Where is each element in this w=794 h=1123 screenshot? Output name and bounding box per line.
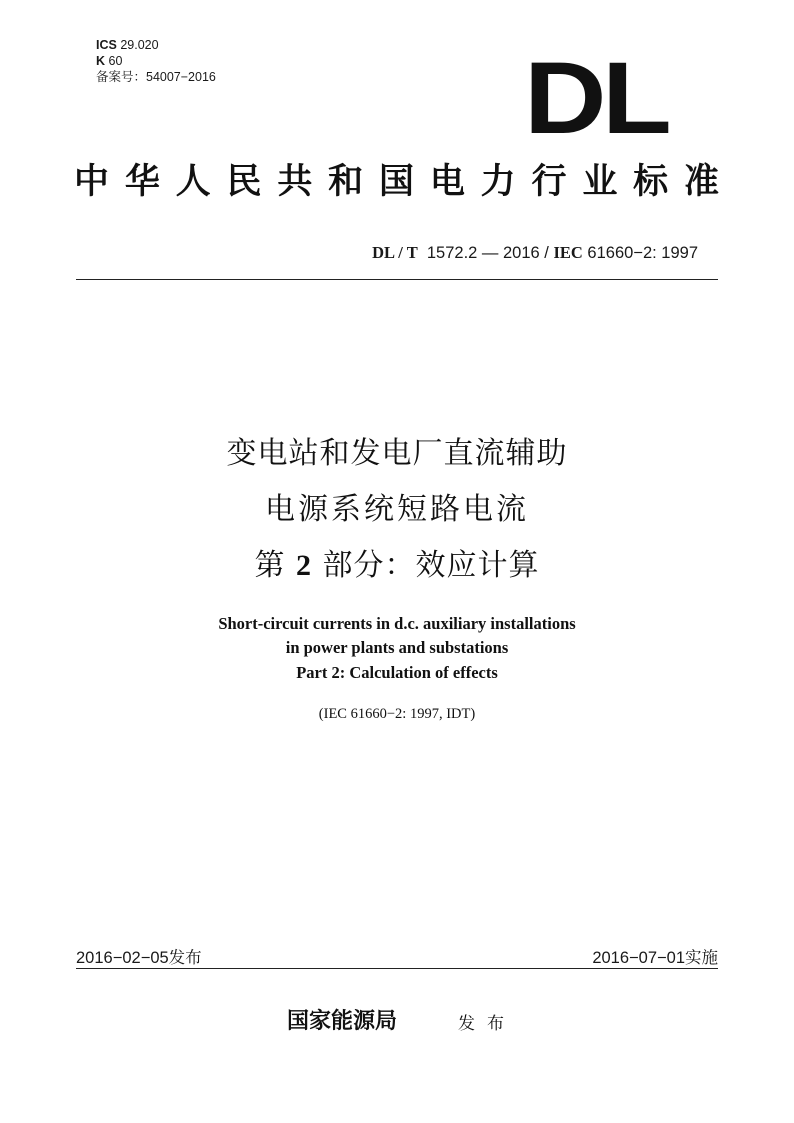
- chinese-title-line-2: 电源系统短路电流: [265, 492, 529, 527]
- ics-code: ICS 29.020: [96, 38, 159, 52]
- classification-code: K 60: [96, 54, 123, 68]
- chinese-title-line-3: 第 2 部分：效应计算: [254, 548, 540, 583]
- issue-label: 发布: [458, 1014, 516, 1034]
- english-title-line-1: Short-circuit currents in d.c. auxiliary installations: [218, 614, 576, 633]
- dl-logo: DL: [524, 41, 668, 155]
- bottom-divider: [76, 968, 718, 969]
- standard-metadata: [96, 37, 216, 85]
- effective-date: 2016−07−01实施: [592, 949, 718, 967]
- record-number: 备案号：54007−2016: [96, 70, 216, 84]
- standard-category-title: 中华人民共和国电力行业标准: [74, 162, 720, 202]
- english-title-line-3: Part 2: Calculation of effects: [296, 663, 498, 682]
- chinese-title-line-1: 变电站和发电厂直流辅助: [226, 436, 568, 471]
- standard-code: DL / T 1572.2 — 2016 / IEC 61660−2: 1997: [372, 243, 698, 262]
- issuing-authority: 国家能源局: [287, 1008, 398, 1034]
- english-title-line-2: in power plants and substations: [285, 638, 509, 657]
- adoption-note: (IEC 61660−2: 1997, IDT): [318, 706, 476, 722]
- top-divider: [76, 279, 718, 280]
- publish-date: 2016−02−05发布: [76, 949, 202, 967]
